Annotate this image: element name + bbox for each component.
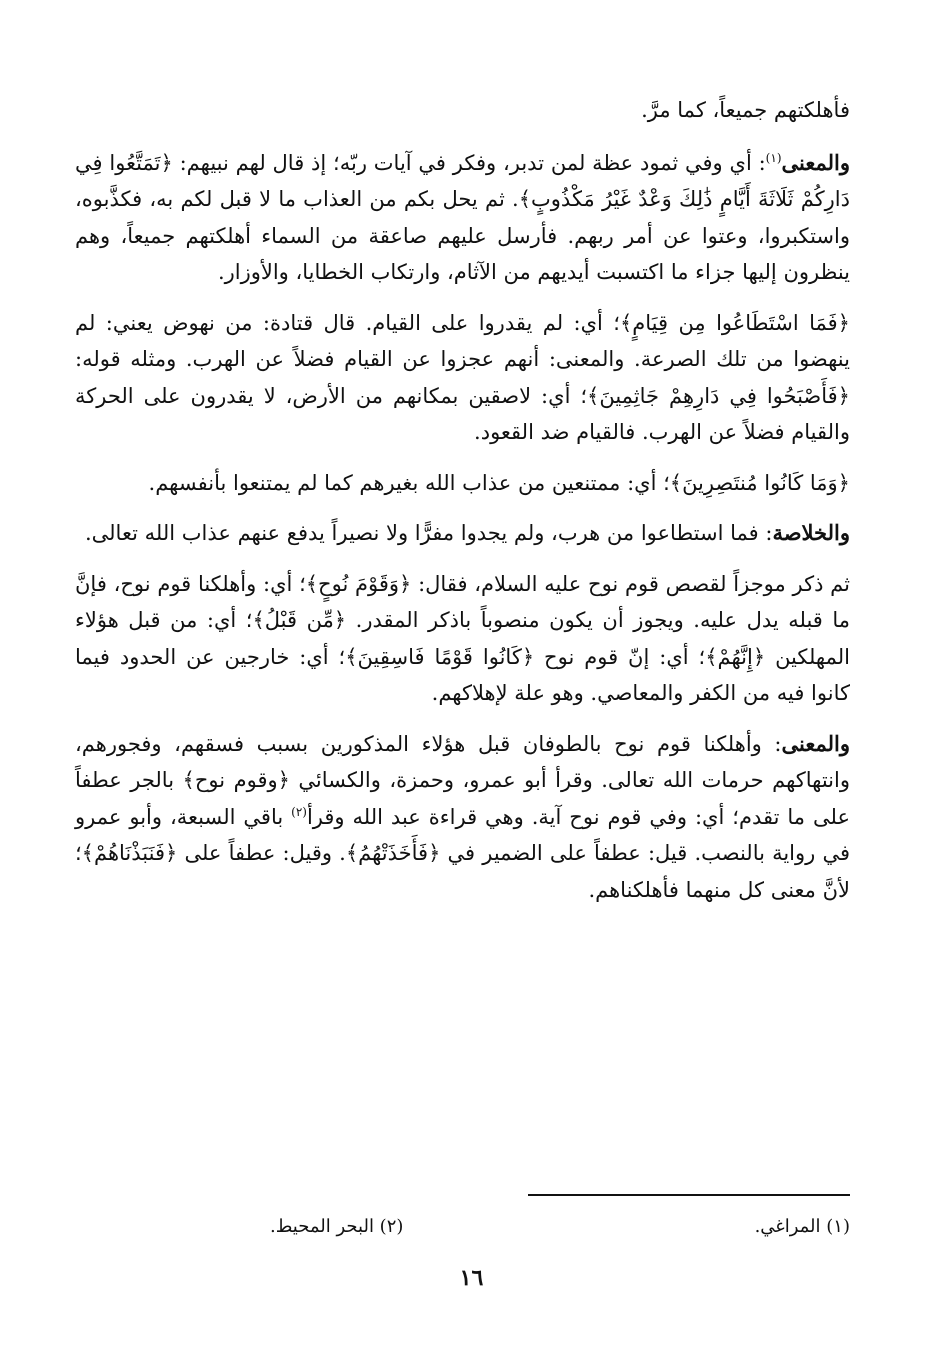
paragraph-7 [75, 726, 850, 909]
footnote-ref-1: (١) [765, 150, 782, 165]
footnotes [270, 1212, 850, 1242]
paragraph-1 [75, 92, 850, 129]
paragraph-4-text: ﴿وَمَا كَانُوا مُنتَصِرِينَ﴾؛ أي: ممتنعين من عذاب الله بغيرهم كما لم يمتنعوا بأنفسهم. [148, 470, 850, 495]
paragraph-4 [75, 465, 850, 502]
footnote-divider [528, 1194, 850, 1196]
paragraph-2-term: والمعنى [781, 149, 850, 175]
paragraph-3 [75, 305, 850, 451]
footnote-1: (١) المراغي. [754, 1216, 850, 1237]
paragraph-5-term: والخلاصة [772, 520, 850, 545]
paragraph-5-text: : فما استطاعوا من هرب، ولم يجدوا مفرًّا ولا نصيراً يدفع عنهم عذاب الله تعالى. [84, 521, 773, 545]
paragraph-1-text: فأهلكتهم جميعاً، كما مرَّ. [641, 98, 850, 122]
page-number: ١٦ [459, 1265, 484, 1291]
paragraph-3-text: ﴿فَمَا اسْتَطَاعُوا مِن قِيَامٍ﴾؛ أي: لم يقدروا على القيام. قال قتادة: من نهوض يعني: لم ينهضوا من تلك الصرعة. والمعنى: أنهم عجزوا عن القيام فضلاً عن الهرب. ومثله قوله: ﴿فَأَصْبَحُوا فِي دَارِهِمْ جَاثِمِينَ﴾؛ أي: لاصقين بمكانهم من الأرض، لا يقدرون على الحركة والقيام فضلاً عن الهرب. فالقيام ضد القعود. [75, 310, 850, 444]
paragraph-2 [75, 145, 850, 291]
paragraph-7-term: والمعنى [781, 730, 850, 756]
footnote-ref-2: (٢) [291, 804, 307, 819]
paragraph-5 [75, 515, 850, 552]
paragraph-7-text: : وأهلكنا قوم نوح بالطوفان قبل هؤلاء المذكورين بسبب فسقهم، وفجورهم، وانتهاكهم حرمات الله تعالى. وقرأ أبو عمرو، وحمزة، والكسائي ﴿وقوم نوح﴾ بالجر عطفاً على ما تقدم؛ أي: وفي قوم نوح آية. وهي قراءة عبد الله وقرأ [75, 731, 850, 829]
paragraph-2-text: : أي وفي ثمود عظة لمن تدبر، وفكر في آيات ربّه؛ إذ قال لهم نبيهم: ﴿تَمَتَّعُوا فِي دَارِكُمْ ثَلَاثَةَ أَيَّامٍ ذَٰلِكَ وَعْدٌ غَيْرُ مَكْذُوبٍ﴾. ثم يحل بكم من العذاب ما لا قبل لكم به، فكذَّبوه، واستكبروا، وعتوا عن أمر ربهم. فأرسل عليهم صاعقة من السماء أهلكتهم جميعاً، وهم ينظرون إليها جزاء ما اكتسبت أيديهم من الآثام، وارتكاب الخطايا، والأوزار. [75, 150, 850, 284]
paragraph-6-text: ثم ذكر موجزاً لقصص قوم نوح عليه السلام، فقال: ﴿وَقَوْمَ نُوحٍ﴾؛ أي: وأهلكنا قوم نوح، فإنَّ ما قبله يدل عليه. ويجوز أن يكون منصوباً باذكر المقدر. ﴿مِّن قَبْلُ﴾؛ أي: من قبل هؤلاء المهلكين ﴿إِنَّهُمْ﴾؛ أي: إنّ قوم نوح ﴿كَانُوا قَوْمًا فَاسِقِينَ﴾؛ أي: خارجين عن الحدود فيما كانوا فيه من الكفر والمعاصي. وهو علة لإهلاكهم. [75, 571, 850, 705]
footnote-2: (٢) البحر المحيط. [270, 1216, 404, 1237]
paragraph-7-text-after: باقي السبعة، وأبو عمرو في رواية بالنصب. قيل: عطفاً على الضمير في ﴿فَأَخَذَتْهُمُ﴾. وقيل: عطفاً على ﴿فَنَبَذْنَاهُمْ﴾؛ لأنَّ معنى كل منهما فأهلكناهم. [75, 804, 850, 902]
main-text [75, 92, 850, 922]
paragraph-6 [75, 566, 850, 712]
